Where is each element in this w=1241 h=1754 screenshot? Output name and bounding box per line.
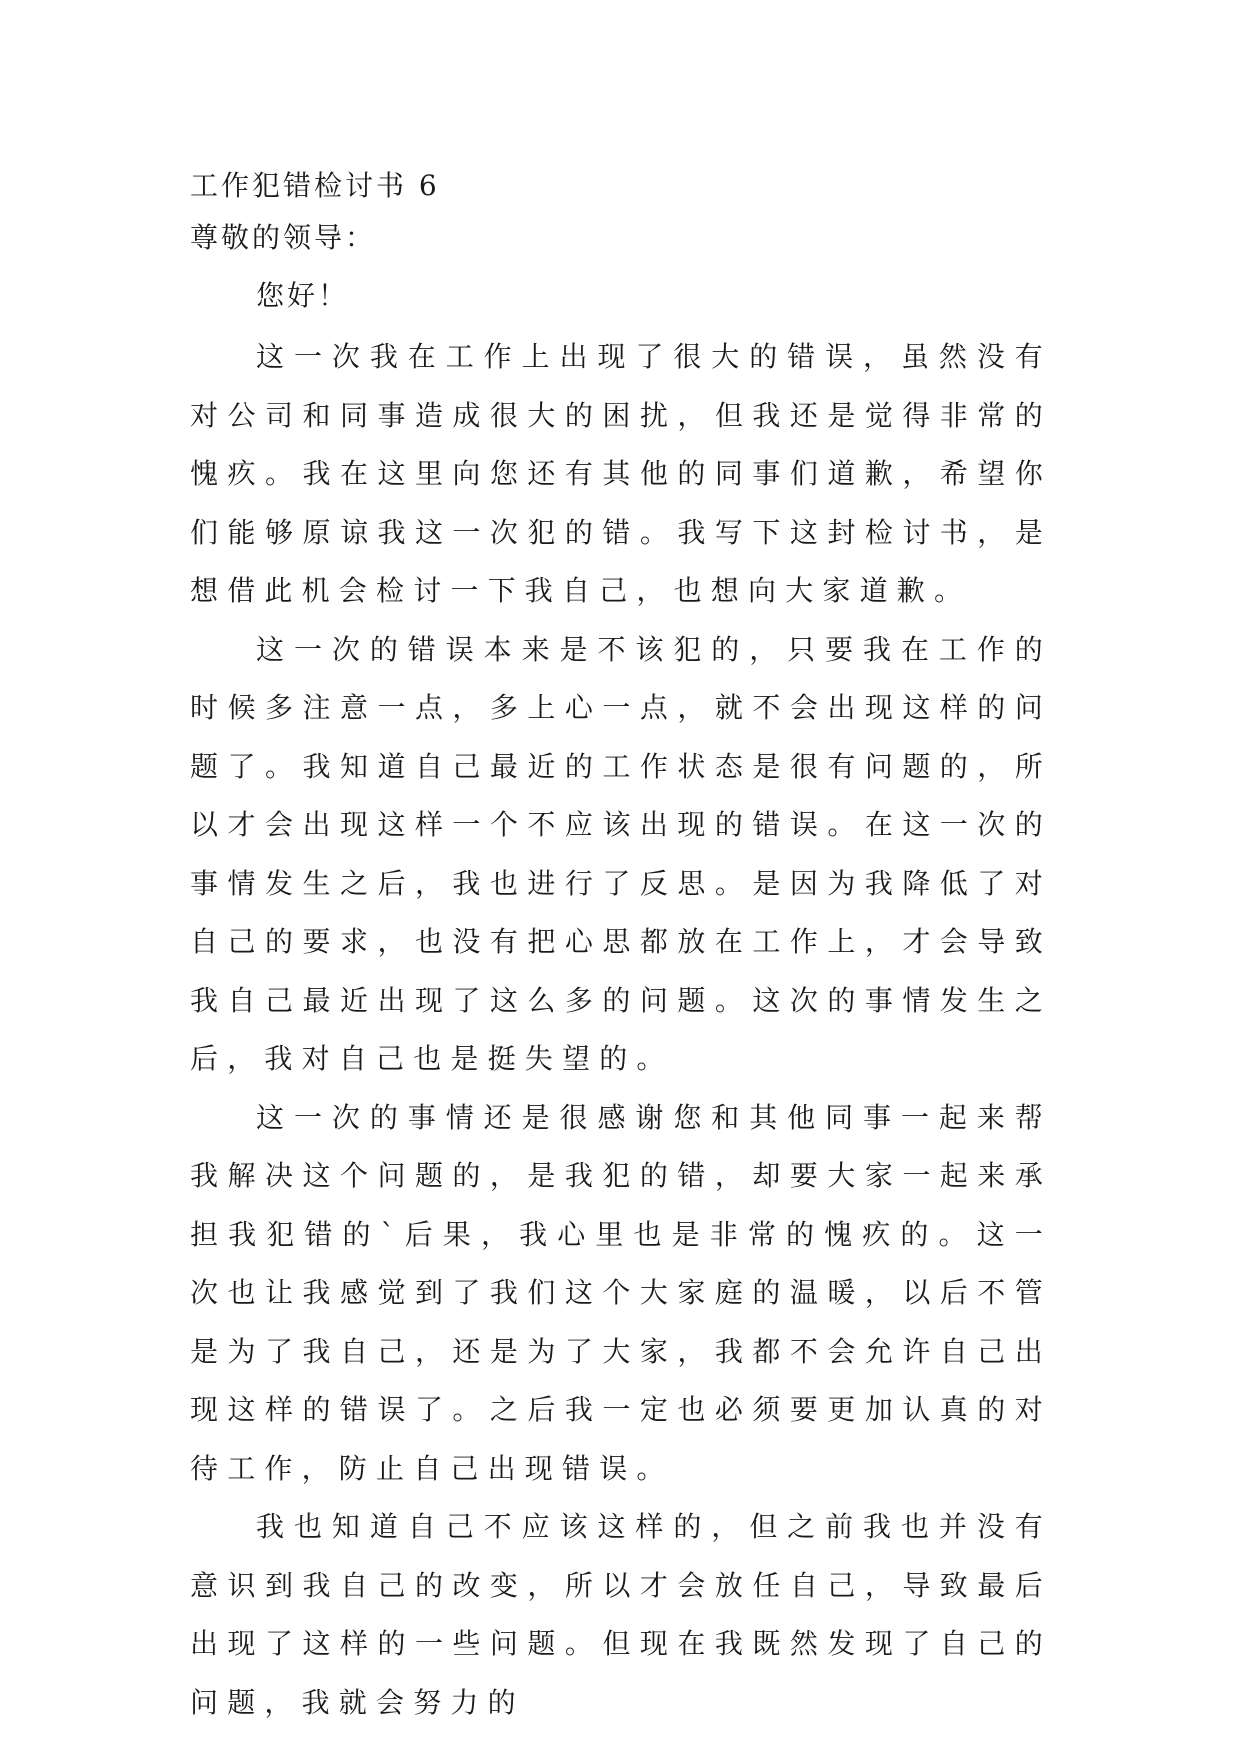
document-title: 工作犯错检讨书 6 bbox=[190, 169, 440, 202]
greeting: 您好！ bbox=[256, 279, 350, 312]
paragraph: 这一次的事情还是很感谢您和其他同事一起来帮我解决这个问题的，是我犯的错，却要大家一起来承担我犯错的`后果，我心里也是非常的愧疚的。这一次也让我感觉到了我们这个大家庭的温暖，以后不管是为了我自己，还是为了大家，我都不会允许自己出现这样的错误了。之后我一定也必须要更加认真的对待工作，防止自己出现错误。 bbox=[190, 1100, 1052, 1485]
document-body bbox=[190, 160, 1052, 1732]
paragraph: 我也知道自己不应该这样的，但之前我也并没有意识到我自己的改变，所以才会放任自己，导致最后出现了这样的一些问题。但现在我既然发现了自己的问题，我就会努力的 bbox=[190, 1510, 1052, 1719]
salutation: 尊敬的领导： bbox=[190, 221, 377, 254]
paragraph: 这一次的错误本来是不该犯的，只要我在工作的时候多注意一点，多上心一点，就不会出现这样的问题了。我知道自己最近的工作状态是很有问题的，所以才会出现这样一个不应该出现的错误。在这一次的事情发生之后，我也进行了反思。是因为我降低了对自己的要求，也没有把心思都放在工作上，才会导致我自己最近出现了这么多的问题。这次的事情发生之后，我对自己也是挺失望的。 bbox=[190, 632, 1052, 1075]
paragraph: 这一次我在工作上出现了很大的错误，虽然没有对公司和同事造成很大的困扰，但我还是觉得非常的愧疚。我在这里向您还有其他的同事们道歉，希望你们能够原谅我这一次犯的错。我写下这封检讨书，是想借此机会检讨一下我自己，也想向大家道歉。 bbox=[190, 340, 1052, 607]
